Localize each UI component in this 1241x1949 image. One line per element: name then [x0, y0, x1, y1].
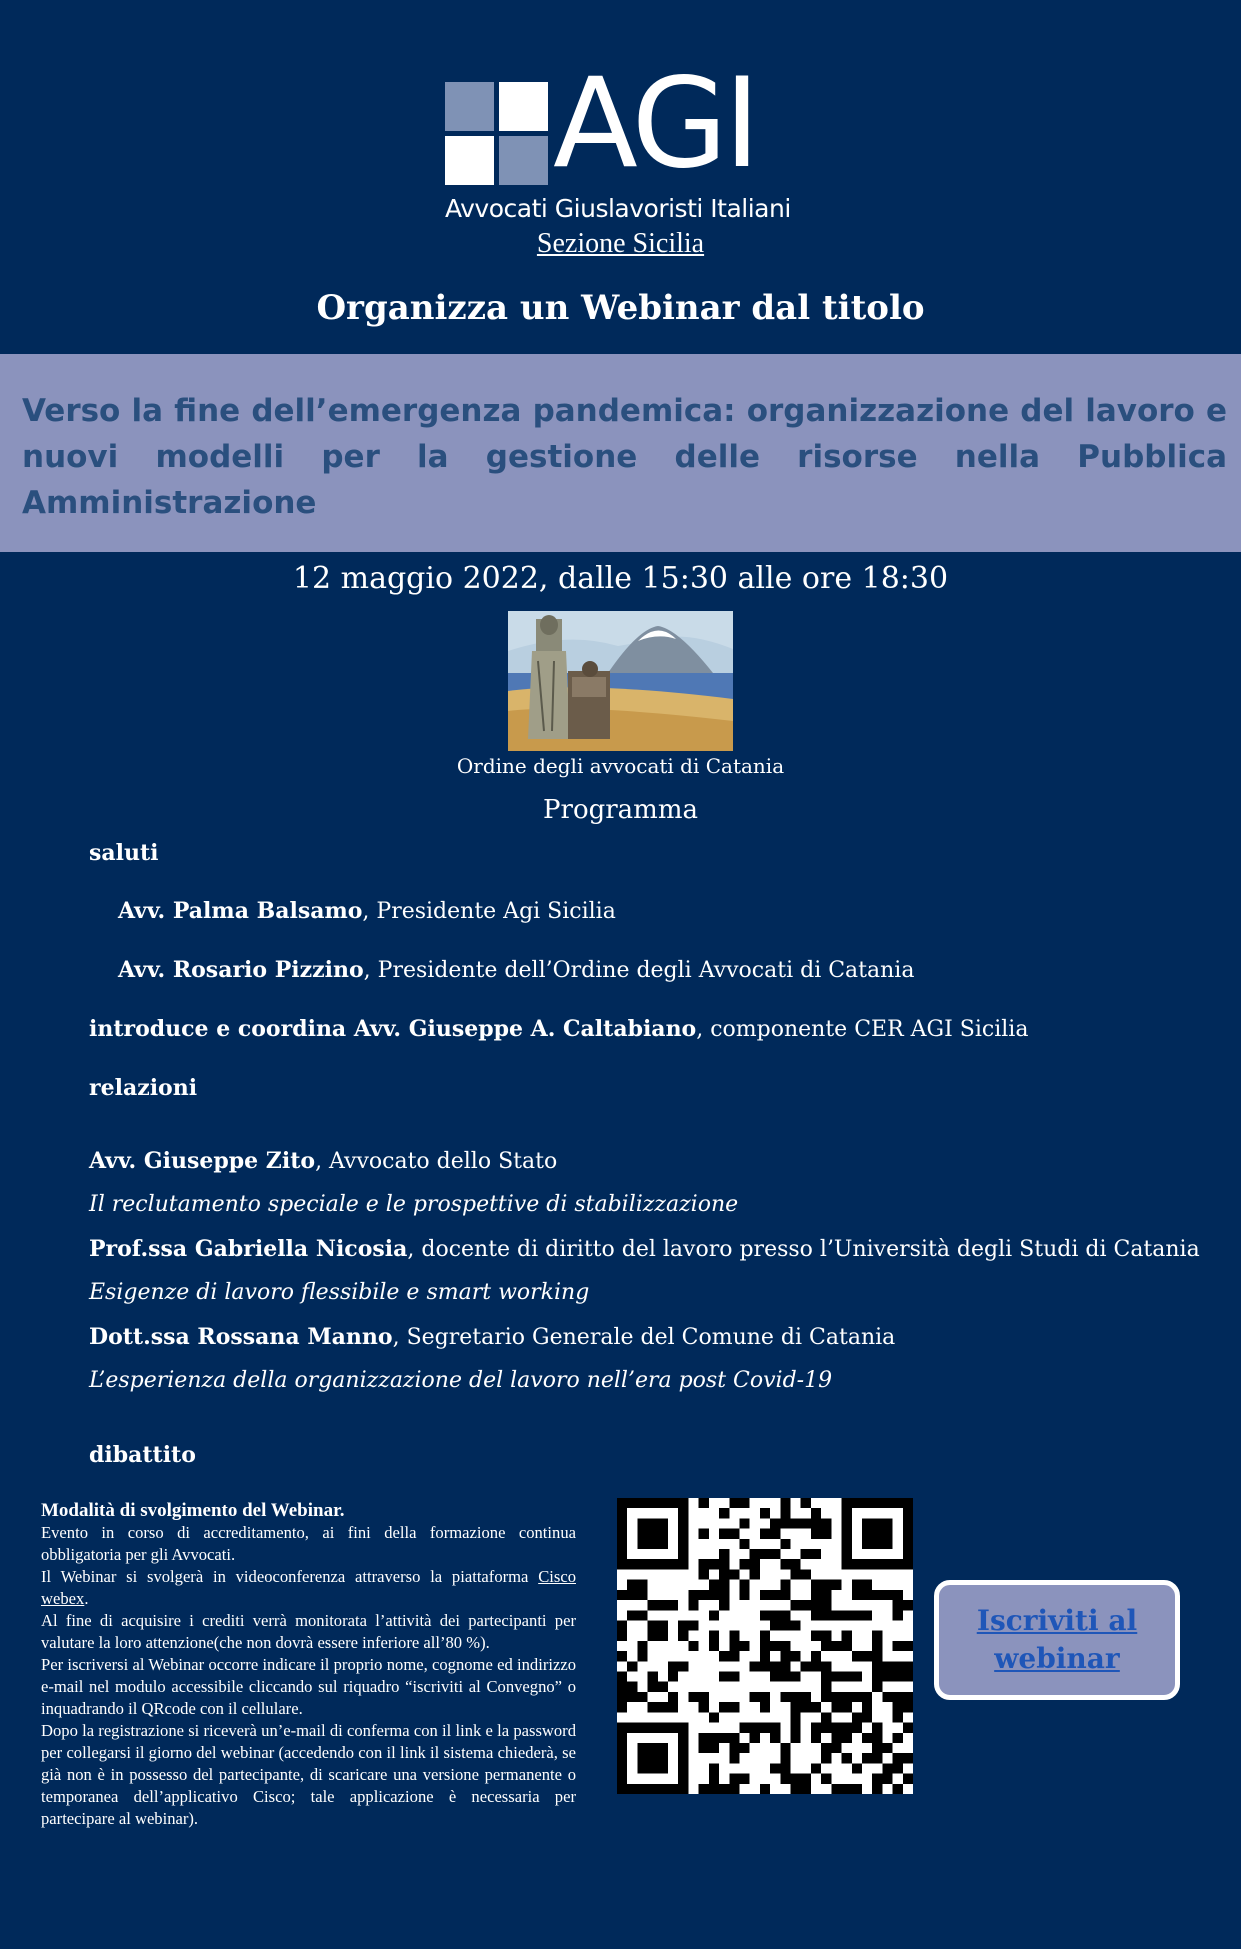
info-paragraph-3: Al fine di acquisire i crediti verrà monitorata l’attività dei partecipanti per valutare la loro attenzione(che non dovrà essere inferiore all’80 %).	[41, 1611, 576, 1652]
webinar-info	[41, 1500, 576, 1830]
programma-heading: Programma	[543, 795, 698, 825]
image-caption: Ordine degli avvocati di Catania	[456, 754, 785, 778]
info-paragraph-1: Evento in corso di accreditamento, ai fini della formazione continua obbligatoria per gli Avvocati.	[41, 1523, 576, 1564]
info-paragraph-4: Per iscriversi al Webinar occorre indicare il proprio nome, cognome ed indirizzo e-mail nel modulo accessibile cliccando sul riquadro “iscriviti al Convegno” o inquadrando il QRcode con il cellulare.	[41, 1655, 576, 1718]
register-button-line2: webinar	[994, 1642, 1120, 1675]
intro-label: introduce e coordina Avv. Giuseppe A. Caltabiano	[89, 1016, 697, 1042]
speaker3-name: Dott.ssa Rossana Manno	[89, 1324, 393, 1350]
speaker1-name: Avv. Giuseppe Zito	[89, 1148, 316, 1174]
speaker1-role: , Avvocato dello Stato	[315, 1149, 558, 1174]
speaker2-name: Prof.ssa Gabriella Nicosia	[89, 1236, 408, 1262]
speaker2-topic: Esigenze di lavoro flessibile e smart working	[89, 1280, 590, 1305]
speaker3-role: , Segretario Generale del Comune di Catania	[392, 1325, 896, 1350]
cisco-webex-link[interactable]: Cisco webex	[41, 1567, 576, 1608]
greeting-line-2	[118, 957, 914, 983]
greeting2-name: Avv. Rosario Pizzino	[118, 957, 364, 983]
register-webinar-button[interactable]	[934, 1580, 1180, 1700]
agi-logo	[445, 52, 791, 230]
speaker1-topic: Il reclutamento speciale e le prospettive di stabilizzazione	[89, 1192, 739, 1217]
greeting2-role: , Presidente dell’Ordine degli Avvocati di Catania	[363, 958, 915, 983]
speaker-line-1	[89, 1148, 557, 1174]
info-paragraph-2: Il Webinar si svolgerà in videoconferenza attraverso la piattaforma Cisco webex.	[41, 1567, 576, 1608]
title-band	[0, 354, 1241, 552]
info-heading: Modalità di svolgimento del Webinar.	[41, 1500, 345, 1521]
qr-code-icon[interactable]	[617, 1498, 913, 1794]
logo-subtitle: Avvocati Giuslavoristi Italiani	[445, 194, 791, 223]
speaker3-topic: L’esperienza della organizzazione del lavoro nell’era post Covid-19	[89, 1368, 833, 1393]
info-paragraph-5: Dopo la registrazione si riceverà un’e-mail di conferma con il link e la password per collegarsi il giorno del webinar (accedendo con il link il sistema chiederà, se già non è in possesso del partecipante, di scaricare una versione permanente o temporanea dell’applicativo Cisco; tale applicazione è necessaria per partecipare al webinar).	[41, 1721, 576, 1828]
intro-heading: Organizza un Webinar dal titolo	[316, 288, 925, 328]
intro-role: , componente CER AGI Sicilia	[696, 1017, 1029, 1042]
logo-grid-icon	[445, 82, 548, 185]
dibattito-label: dibattito	[89, 1442, 196, 1468]
speaker2-role: , docente di diritto del lavoro presso l’Università degli Studi di Catania	[407, 1237, 1200, 1262]
section-name: Sezione Sicilia	[536, 228, 705, 259]
event-date: 12 maggio 2022, dalle 15:30 alle ore 18:30	[292, 561, 949, 596]
greeting-line-1	[118, 898, 616, 924]
register-button-line1: Iscriviti al	[976, 1604, 1138, 1637]
speaker-line-2	[89, 1236, 1200, 1262]
speaker-line-3	[89, 1324, 895, 1350]
relazioni-label: relazioni	[89, 1075, 198, 1101]
event-title: Verso la fine dell’emergenza pandemica: organizzazione del lavoro e nuovi modelli per la gestione delle risorse nella Pubblica Amministrazione	[22, 393, 1227, 521]
logo-text: AGI	[553, 52, 757, 196]
intro-line	[89, 1016, 1028, 1042]
greeting1-role: , Presidente Agi Sicilia	[362, 899, 616, 924]
catania-illustration	[508, 611, 733, 751]
greeting1-name: Avv. Palma Balsamo	[118, 898, 363, 924]
saluti-label: saluti	[89, 840, 159, 866]
